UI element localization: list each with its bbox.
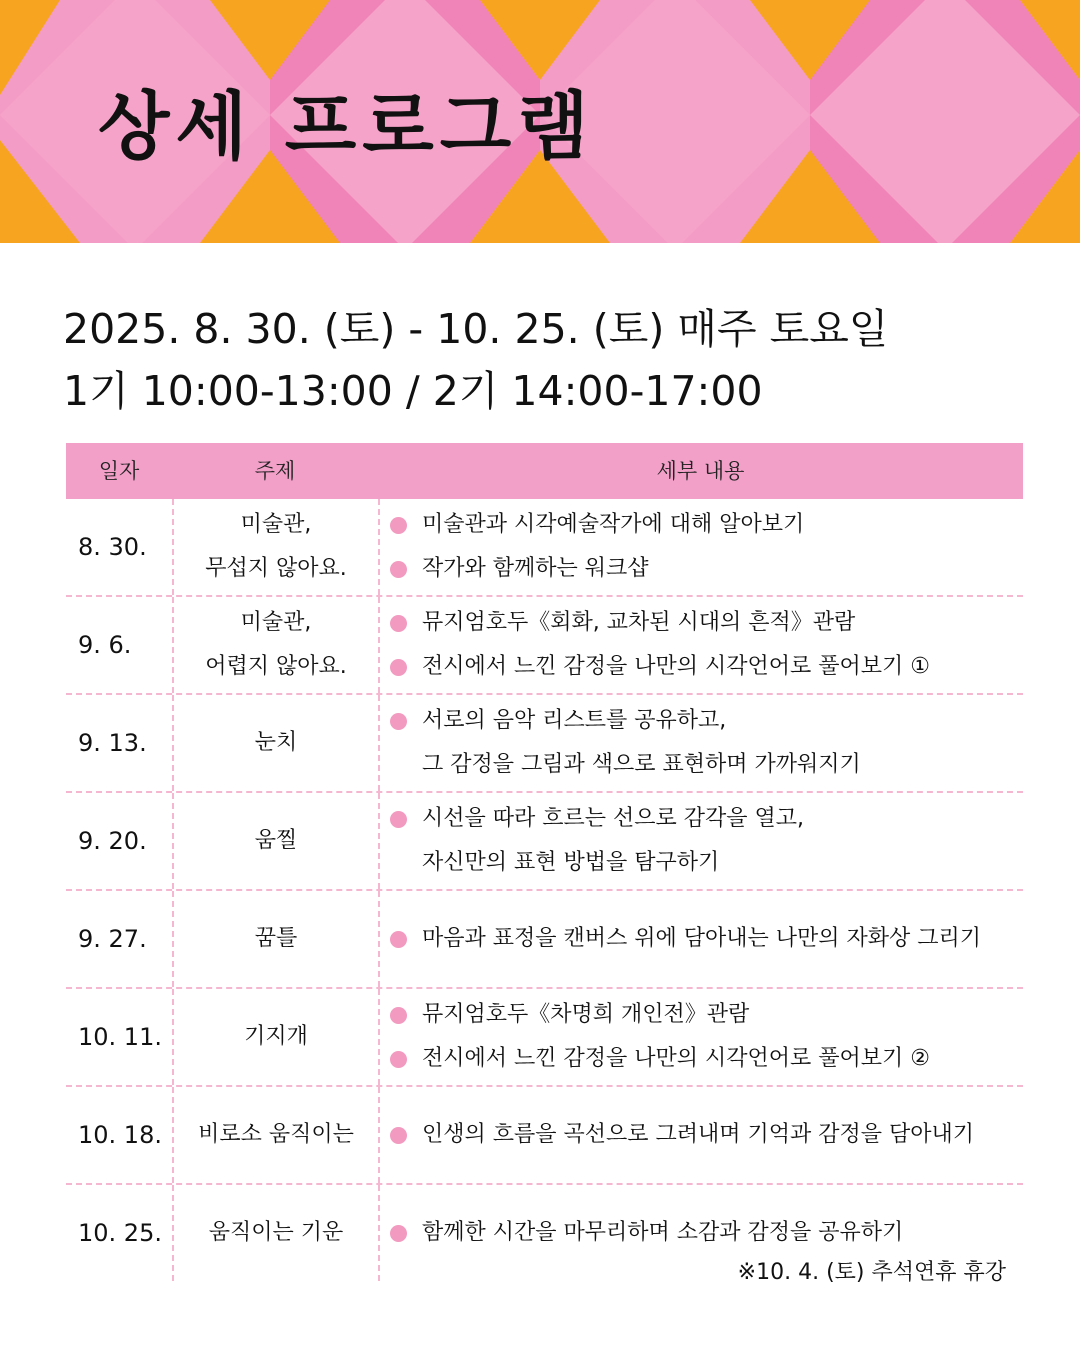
detail-item <box>380 699 1023 743</box>
detail-item <box>380 547 1023 591</box>
detail-text: 전시에서 느낀 감정을 나만의 시각언어로 풀어보기 ① <box>422 654 930 679</box>
bullet-dot-icon <box>390 1007 407 1024</box>
detail-item <box>380 1113 1023 1157</box>
detail-text: 미술관과 시각예술작가에 대해 알아보기 <box>422 512 805 537</box>
page-title: 상세 프로그램 <box>98 84 595 170</box>
detail-text: 시선을 따라 흐르는 선으로 감각을 열고, <box>422 806 804 831</box>
bullet-dot-icon <box>390 811 407 828</box>
header-date: 일자 <box>98 459 140 483</box>
row-date: 10. 18. <box>78 1121 162 1149</box>
detail-item <box>380 841 1023 885</box>
header-topic: 주제 <box>254 459 296 483</box>
detail-text: 마음과 표정을 캔버스 위에 담아내는 나만의 자화상 그리기 <box>422 926 982 951</box>
bullet-dot-icon <box>390 1051 407 1068</box>
detail-text: 뮤지엄호두《차명희 개인전》관람 <box>422 1002 750 1027</box>
table-header <box>66 443 1023 499</box>
detail-item <box>380 601 1023 645</box>
bullet-dot-icon <box>390 931 407 948</box>
topic-line: 꿈틀 <box>254 926 298 951</box>
bullet-dot-icon <box>390 517 407 534</box>
topic-line: 미술관, <box>240 512 312 537</box>
header-banner <box>0 0 1080 243</box>
schedule-period: 2025. 8. 30. (토) - 10. 25. (토) 매주 토요일 <box>63 305 889 353</box>
row-topic <box>172 499 378 595</box>
table-row <box>66 1085 1023 1183</box>
detail-text: 작가와 함께하는 워크샵 <box>422 556 649 581</box>
topic-line: 비로소 움직이는 <box>198 1122 354 1147</box>
detail-item <box>380 503 1023 547</box>
row-details <box>378 695 1023 791</box>
row-topic <box>172 1087 378 1183</box>
detail-text: 뮤지엄호두《회화, 교차된 시대의 흔적》관람 <box>422 610 856 635</box>
row-topic <box>172 695 378 791</box>
table-row <box>66 889 1023 987</box>
row-date: 10. 25. <box>78 1219 162 1247</box>
row-date: 9. 27. <box>78 925 147 953</box>
bullet-dot-icon <box>390 713 407 730</box>
detail-item <box>380 645 1023 689</box>
detail-text: 그 감정을 그림과 색으로 표현하며 가까워지기 <box>422 752 861 777</box>
bullet-dot-icon <box>390 1225 407 1242</box>
topic-line: 눈치 <box>254 730 298 755</box>
table-row <box>66 987 1023 1085</box>
bullet-dot-icon <box>390 615 407 632</box>
detail-item <box>380 743 1023 787</box>
topic-line: 움직이는 기운 <box>208 1220 344 1245</box>
topic-line: 무섭지 않아요. <box>205 556 347 581</box>
row-date: 9. 20. <box>78 827 147 855</box>
detail-text: 서로의 음악 리스트를 공유하고, <box>422 708 727 733</box>
detail-item <box>380 993 1023 1037</box>
row-details <box>378 1087 1023 1183</box>
row-details <box>378 891 1023 987</box>
row-date: 8. 30. <box>78 533 147 561</box>
detail-item <box>380 1211 1023 1255</box>
topic-line: 어렵지 않아요. <box>205 654 347 679</box>
row-topic <box>172 989 378 1085</box>
table-row <box>66 791 1023 889</box>
detail-item <box>380 797 1023 841</box>
table-row <box>66 499 1023 595</box>
detail-text: 전시에서 느낀 감정을 나만의 시각언어로 풀어보기 ② <box>422 1046 930 1071</box>
bullet-dot-icon <box>390 659 407 676</box>
bullet-dot-icon <box>390 1127 407 1144</box>
detail-item <box>380 1037 1023 1081</box>
table-row <box>66 595 1023 693</box>
topic-line: 기지개 <box>244 1024 308 1049</box>
program-table <box>66 443 1023 1281</box>
row-details <box>378 793 1023 889</box>
row-date: 10. 11. <box>78 1023 162 1051</box>
row-topic <box>172 891 378 987</box>
detail-item <box>380 917 1023 961</box>
row-date: 9. 13. <box>78 729 147 757</box>
row-topic <box>172 597 378 693</box>
bullet-dot-icon <box>390 561 407 578</box>
row-details <box>378 499 1023 595</box>
row-details <box>378 989 1023 1085</box>
topic-line: 움찔 <box>254 828 298 853</box>
holiday-note: ※10. 4. (토) 추석연휴 휴강 <box>737 1260 1006 1285</box>
detail-text: 인생의 흐름을 곡선으로 그려내며 기억과 감정을 담아내기 <box>422 1122 975 1147</box>
detail-text: 자신만의 표현 방법을 탐구하기 <box>422 850 720 875</box>
schedule-sessions: 1기 10:00-13:00 / 2기 14:00-17:00 <box>63 367 763 415</box>
header-detail: 세부 내용 <box>656 459 745 483</box>
row-date: 9. 6. <box>78 631 132 659</box>
row-topic <box>172 1185 378 1281</box>
row-details <box>378 597 1023 693</box>
table-row <box>66 693 1023 791</box>
row-topic <box>172 793 378 889</box>
topic-line: 미술관, <box>240 610 312 635</box>
detail-text: 함께한 시간을 마무리하며 소감과 감정을 공유하기 <box>422 1220 904 1245</box>
table-body <box>66 499 1023 1281</box>
